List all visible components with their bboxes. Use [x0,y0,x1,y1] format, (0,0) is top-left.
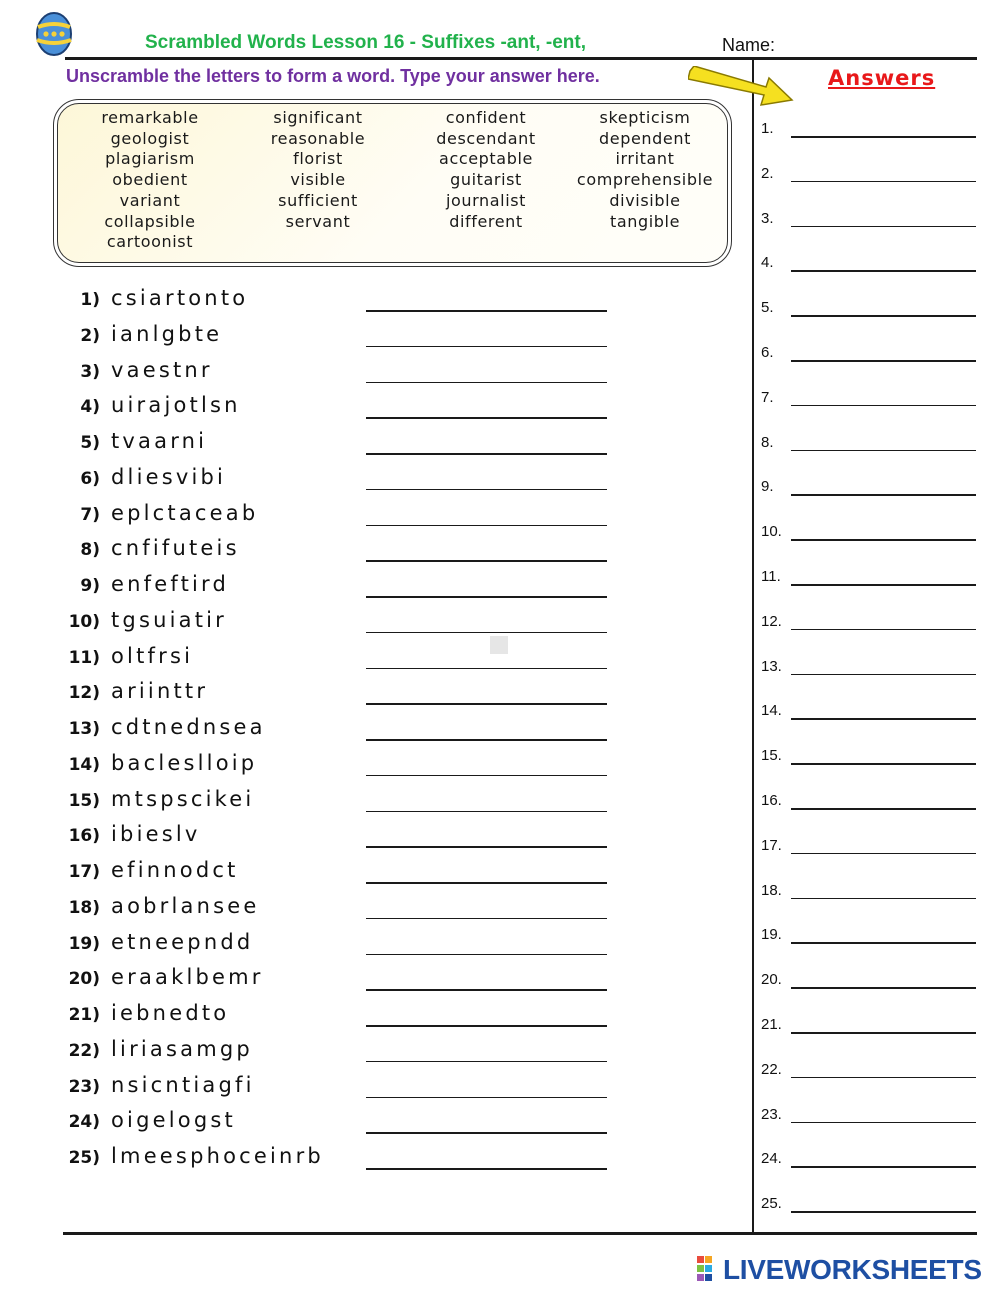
question-number: 14) [68,754,100,775]
answer-number: 15. [761,747,782,765]
word-bank-item: different [449,211,523,231]
question-number: 6) [80,468,100,489]
question-answer-line [366,775,607,777]
question-answer-line [366,1025,607,1027]
word-bank-item: remarkable [101,108,199,127]
question-number: 10) [68,611,100,632]
easter-egg-icon [34,10,74,58]
scrambled-word: ibieslv [111,822,201,847]
answer-input-line[interactable] [791,405,976,407]
question-answer-line [366,346,607,348]
question-answer-line [366,1168,607,1170]
question-number: 13) [68,719,100,739]
word-bank-item: confident [445,108,527,127]
question-answer-line [366,668,607,670]
answer-input-line[interactable] [791,674,976,676]
answer-number: 2. [761,164,774,182]
question-number: 11) [68,647,100,668]
worksheet-title: Scrambled Words Lesson 16 - Suffixes -ant, -ent, [145,32,586,53]
question-answer-line [366,989,607,991]
answer-input-line[interactable] [791,987,976,989]
answer-number: 12. [761,612,782,630]
liveworksheets-brand [697,1254,992,1286]
question-number: 7) [80,504,100,525]
answers-heading: Answers [828,66,936,90]
question-answer-line [366,310,607,312]
question-number: 12) [68,683,100,704]
scrambled-word: bacleslloip [111,750,258,775]
scrambled-word: enfeftird [111,572,230,596]
question-number: 15) [68,790,100,811]
question-answer-line [366,1132,607,1134]
liveworksheets-logo-icon [697,1256,721,1282]
question-answer-line [366,632,607,634]
answer-input-line[interactable] [791,1032,976,1034]
instruction-text: Unscramble the letters to form a word. Type your answer here. [66,66,600,86]
question-number: 20) [68,969,100,990]
answer-input-line[interactable] [791,226,976,228]
question-answer-line [366,489,607,491]
bottom-divider [63,1232,977,1235]
answer-input-line[interactable] [791,584,976,586]
question-number: 1) [80,290,100,310]
word-bank-item: divisible [609,190,681,210]
scrambled-word: aobrlansee [111,893,260,918]
answer-number: 13. [761,657,782,675]
word-bank-item: florist [293,149,343,169]
scrambled-word: iebnedto [111,1001,230,1025]
question-number: 24) [68,1112,100,1133]
placeholder-box [490,636,508,654]
question-number: 3) [80,361,100,382]
scrambled-word: oigelogst [111,1108,236,1133]
question-answer-line [366,453,607,455]
answer-input-line[interactable] [791,1211,976,1213]
column-divider [752,58,754,1234]
question-number: 2) [80,325,100,346]
answer-number: 8. [761,433,774,451]
word-bank-item: descendant [436,128,536,148]
answer-number: 18. [761,881,782,899]
question-answer-line [366,1061,607,1063]
question-answer-line [366,382,607,384]
name-label: Name: [722,35,776,55]
answer-number: 11. [761,568,781,585]
word-bank-item: guitarist [450,170,522,190]
answer-number: 25. [761,1195,782,1213]
scrambled-word: etneepndd [111,929,254,954]
scrambled-word: lmeesphoceinrb [111,1144,324,1168]
question-answer-line [366,739,607,741]
answer-number: 22. [761,1060,782,1078]
word-bank-item: tangible [609,211,681,231]
scrambled-word: efinnodct [111,858,239,882]
scrambled-word: cnfifuteis [111,536,240,561]
scrambled-word: mtspscikei [111,786,255,811]
word-bank-item: acceptable [439,149,533,169]
question-answer-line [366,703,607,705]
question-answer-line [366,1097,607,1099]
scrambled-word: tgsuiatir [111,607,228,632]
question-answer-line [366,560,607,562]
question-number: 4) [80,397,100,418]
scrambled-word: tvaarni [111,429,208,453]
top-divider [65,57,977,60]
scrambled-word: nsicntiagfi [111,1072,255,1097]
brand-text: LIVEWORKSHEETS [723,1254,982,1285]
word-bank-item: variant [119,190,181,210]
answer-input-line[interactable] [791,898,976,900]
scrambled-word: ariinttr [111,679,209,704]
question-answer-line [366,525,607,527]
word-bank-item: collapsible [104,211,196,231]
answer-number: 10. [761,523,782,541]
question-number: 16) [68,826,100,847]
question-number: 21) [68,1005,100,1025]
answer-input-line[interactable] [791,450,976,452]
answer-number: 20. [761,971,782,989]
word-bank-item: geologist [110,128,190,148]
answer-input-line[interactable] [791,270,976,272]
answer-number: 1. [761,120,774,137]
question-answer-line [366,882,607,884]
answer-input-line[interactable] [791,1077,976,1079]
answer-input-line[interactable] [791,718,976,720]
word-bank-item: significant [273,108,363,127]
scrambled-word: vaestnr [111,357,213,382]
word-bank-item: visible [290,170,346,190]
question-number: 23) [68,1076,100,1097]
scrambled-word: liriasamgp [111,1036,253,1061]
answer-number: 16. [761,792,782,809]
answer-number: 17. [761,836,782,854]
answer-input-line[interactable] [791,942,976,944]
question-answer-line [366,918,607,920]
question-answer-line [366,417,607,419]
word-bank-item: skepticism [599,108,691,127]
answer-input-line[interactable] [791,853,976,855]
scrambled-word: ianlgbte [111,321,223,346]
scrambled-word: eraaklbemr [111,965,264,990]
answer-input-line[interactable] [791,360,976,362]
question-number: 8) [80,540,100,561]
word-bank-item: cartoonist [106,232,194,252]
scrambled-word: cdtnednsea [111,715,266,739]
answer-number: 14. [761,702,782,720]
word-bank-item: servant [285,211,351,231]
answer-number: 21. [761,1016,782,1033]
answer-number: 7. [761,388,774,406]
answer-input-line[interactable] [791,808,976,810]
question-number: 9) [80,576,100,596]
question-number: 22) [68,1040,100,1061]
answer-input-line[interactable] [791,629,976,631]
word-bank-item: dependent [599,128,691,148]
question-number: 19) [68,933,100,954]
answer-input-line[interactable] [791,494,976,496]
word-bank-item: irritant [615,149,675,169]
word-bank-item: plagiarism [105,149,195,169]
answer-number: 9. [761,478,774,496]
answer-input-line[interactable] [791,315,976,317]
answer-input-line[interactable] [791,763,976,765]
answer-number: 23. [761,1105,782,1123]
scrambled-word: uirajotlsn [111,393,241,418]
question-answer-line [366,846,607,848]
scrambled-word: csiartonto [111,286,249,310]
answer-input-line[interactable] [791,539,976,541]
answer-input-line[interactable] [791,181,976,183]
scrambled-word: dliesvibi [111,464,227,489]
answer-input-line[interactable] [791,1122,976,1124]
answer-input-line[interactable] [791,136,976,138]
question-number: 25) [68,1148,100,1168]
answer-input-line[interactable] [791,1166,976,1168]
word-bank-item: obedient [112,170,188,190]
answer-number: 6. [761,344,774,361]
question-number: 18) [68,897,100,918]
scrambled-word: eplctaceab [111,500,259,525]
question-answer-line [366,811,607,813]
question-answer-line [366,954,607,956]
answer-number: 5. [761,299,774,317]
answer-number: 4. [761,254,774,272]
question-answer-line [366,596,607,598]
word-bank-item: comprehensible [576,170,714,190]
answer-number: 3. [761,209,774,227]
question-number: 17) [68,862,100,882]
answer-number: 19. [761,926,782,944]
question-number: 5) [80,433,100,453]
scrambled-word: oltfrsi [111,643,194,668]
answer-number: 24. [761,1150,782,1168]
word-bank-item: sufficient [278,190,358,210]
word-bank-item: journalist [445,190,527,210]
word-bank-item: reasonable [270,128,366,148]
